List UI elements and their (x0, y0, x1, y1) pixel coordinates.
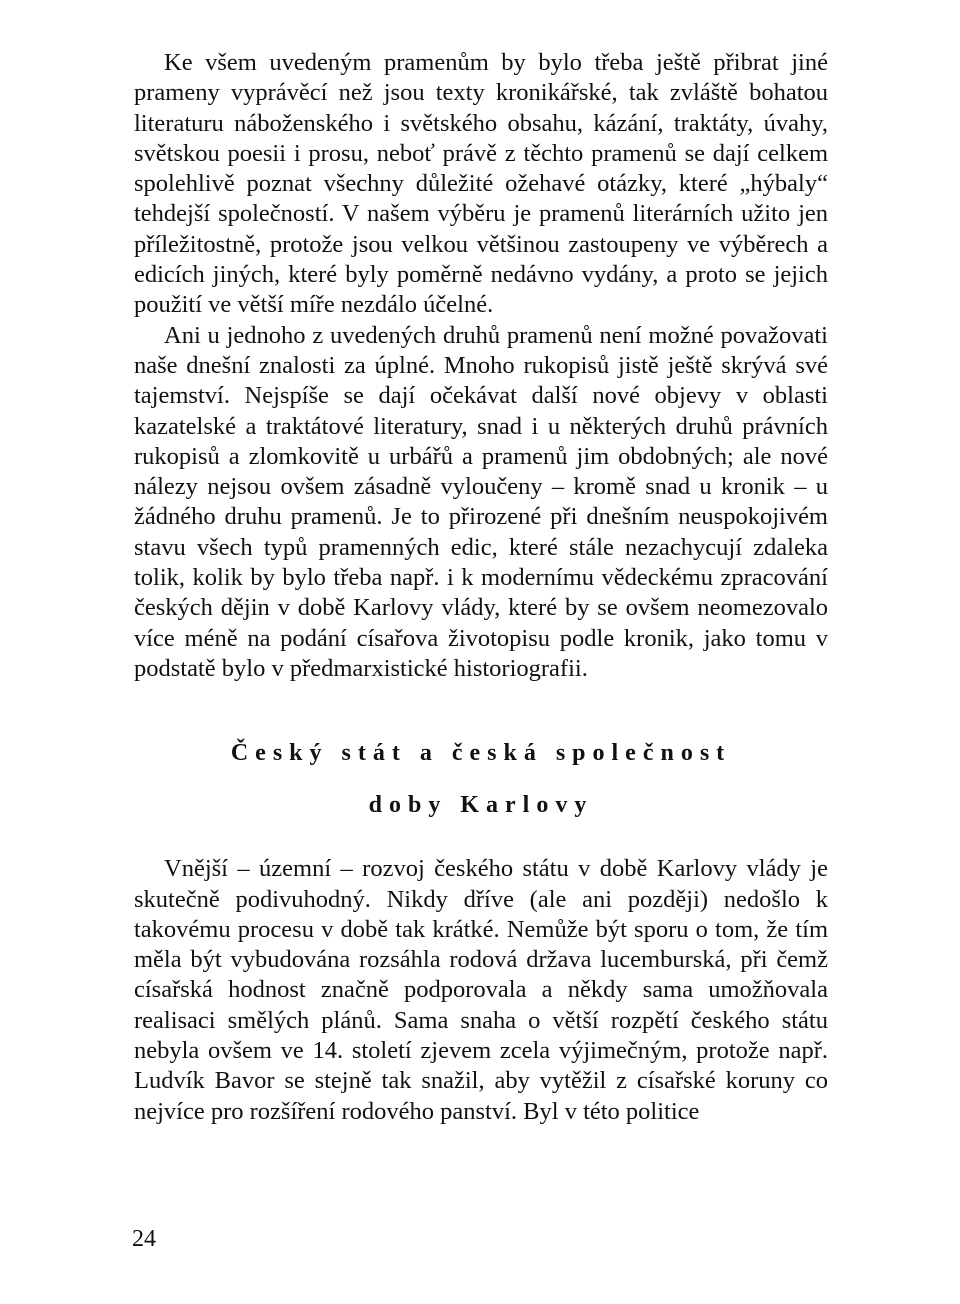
section-heading-line-2: doby Karlovy (368, 792, 594, 819)
paragraph-state-development: Vnější – územní – rozvoj českého státu v době Karlovy vlády je skutečně podivuhodný. Nikdy dříve (ale ani později) nedošlo k takovému procesu v době tak krátké. Nemůže být sporu o tom, že tím měla být vybudována rozsáhla rodová država lucemburská, při čemž císařská hodnost značně podporovala a někdy sama umožňovala realisaci smělých plánů. Sama snaha o větší rozpětí českého státu nebyla ovšem ve 14. století zjevem zcela výjimečným, protože např. Ludvík Bavor se stejně tak snažil, aby vytěžil z císařské koruny co nejvíce pro rozšíření rodového panství. Byl v této politice (134, 855, 828, 1125)
paragraph-knowledge: Ani u jednoho z uvedených druhů pramenů není možné považovati naše dnešní znalosti za úplné. Mnoho rukopisů jistě ještě skrývá své tajemství. Nejspíše se dají očekávat další nové objevy v oblasti kazatelské a traktátové literatury, snad i u některých druhů právních rukopisů a zlomkovitě u urbářů a pramenů jim obdobných; ale nové nálezy nejsou ovšem zásadně vyloučeny – kromě snad u kronik – u žádného druhu pramenů. Je to přirozené při dnešním neuspokojivém stavu všech typů pramenných edic, které stále nezachycují zdaleka tolik, kolik by bylo třeba např. i k modernímu vědeckému zpracování českých dějin v době Karlovy vlády, které by se ovšem neomezovalo více méně na podání císařova životopisu podle kronik, jako tomu v podstatě bylo v předmarxistické historiografii. (134, 321, 828, 682)
page-number: 24 (132, 1226, 156, 1252)
section-body (134, 854, 828, 1127)
paragraph-sources: Ke všem uvedeným pramenům by bylo třeba ještě přibrat jiné prameny vyprávěcí než jsou texty kronikářské, tak zvláště bohatou literaturu náboženského i světského obsahu, kázání, traktáty, úvahy, světskou poesii i prosu, neboť právě z těchto pramenů se dají celkem spolehlivě poznat všechny důležité ožehavé otázky, které „hýbaly“ tehdejší společností. V našem výběru je pramenů literárních užito jen příležitostně, protože jsou velkou většinou zastoupeny ve výběrech a edicích jiných, které byly poměrně nedávno vydány, a proto se jejich použití ve větší míře nezdálo účelné. (134, 49, 828, 319)
section-heading (134, 738, 828, 820)
book-page (134, 48, 828, 1127)
section-heading-line-1: Český stát a česká společnost (230, 740, 732, 767)
